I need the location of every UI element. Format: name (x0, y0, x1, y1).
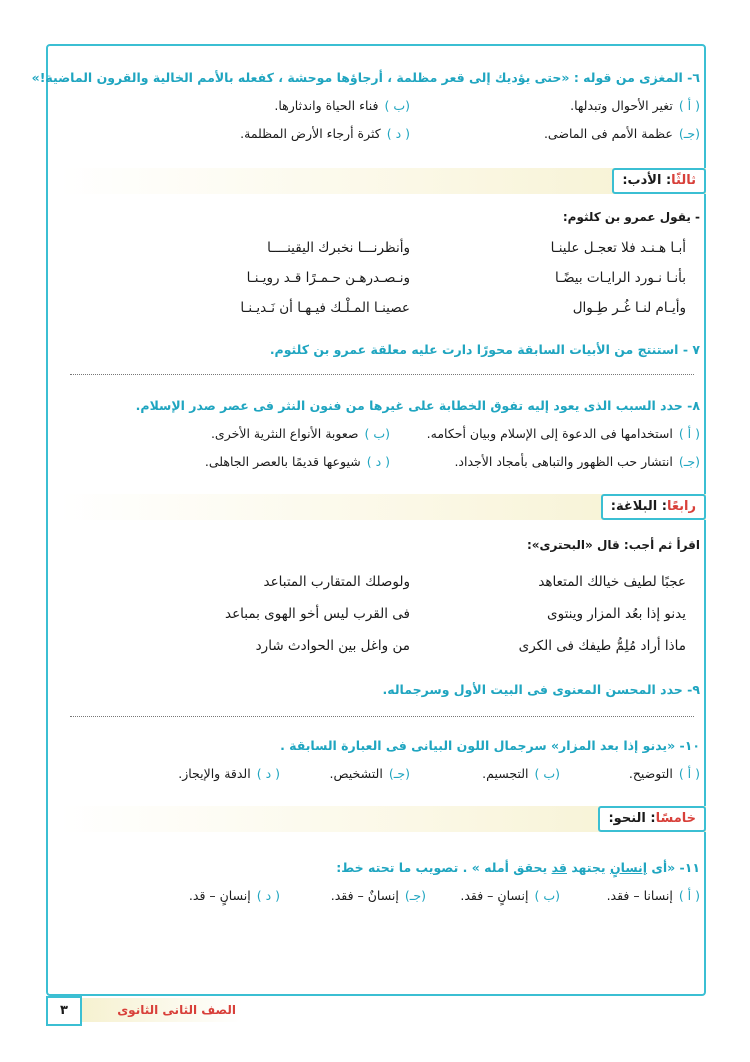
q10-option-d[interactable] (178, 766, 280, 781)
option-text: استخدامها فى الدعوة إلى الإسلام وبيان أحكامه. (426, 426, 673, 441)
option-letter: ( د ) (256, 888, 280, 903)
poem2-verse1-right: عجبًا لطيف خيالك المتعاهد (538, 574, 686, 590)
section-tag (601, 494, 706, 520)
q8-option-b[interactable] (211, 426, 390, 441)
class-name: الصف الثانى الثانوى (82, 998, 242, 1022)
option-letter: ( د ) (386, 126, 410, 141)
question-11-stem (60, 860, 700, 875)
option-letter: (ب ) (364, 426, 390, 441)
section-header-literature (60, 168, 706, 194)
q10-option-c[interactable] (330, 766, 411, 781)
section-title: : النحو: (608, 811, 656, 826)
question-9-stem: ٩- حدد المحسن المعنوى فى البيت الأول وسرجماله. (382, 682, 700, 697)
option-text: صعوبة الأنواع النثرية الأخرى. (210, 426, 359, 441)
option-text: انتشار حب الظهور والتباهى بأمجاد الأجداد. (454, 454, 673, 469)
q8-option-d[interactable] (205, 454, 390, 469)
poem1-verse1-left: وأنظرنـــا نخبرك اليقينــــا (267, 240, 410, 256)
section-tag (612, 168, 706, 194)
poem1-verse3-left: عصينـا المـلْـك فيـهـا أن نَـديـنـا (240, 300, 410, 316)
stem-part: ١١- «أى (647, 860, 700, 875)
poem1-intro: - يقول عمرو بن كلثوم: (562, 210, 700, 224)
option-letter: ( د ) (366, 454, 390, 469)
poem2-intro: اقرأ ثم أجب: قال «البحترى»: (526, 538, 700, 552)
option-text: إنسانٌ – فقد. (330, 888, 399, 903)
page-number: ٣ (46, 996, 82, 1026)
option-letter: ( أ ) (678, 426, 700, 441)
poem2-verse3-right: ماذا أراد مُلِمُّ طيفك فى الكرى (518, 638, 686, 654)
q11-option-c[interactable] (331, 888, 426, 903)
poem1-verse1-right: أبـا هـنـد فلا تعجـل علينـا (550, 240, 686, 256)
question-6-stem: ٦- المغزى من قوله : «حتى يؤديك إلى قعر مظلمة ، أرجاؤها موحشة ، كفعله بالأمم الخالية والقرون الماضية!» (31, 70, 700, 85)
option-text: التجسيم. (482, 766, 529, 781)
section-ordinal: رابعًا (666, 499, 696, 514)
option-letter: (جـ) (678, 454, 700, 469)
section-ordinal: ثالثًا (671, 173, 696, 188)
option-text: كثرة أرجاء الأرض المظلمة. (240, 126, 381, 141)
poem1-verse2-right: بأنـا نـورد الرايـات بيضًـا (555, 270, 686, 286)
option-letter: (جـ) (388, 766, 410, 781)
option-text: إنسانا – فقد. (606, 888, 673, 903)
underlined-word: قد (551, 860, 567, 875)
q6-option-a[interactable] (570, 98, 700, 113)
section-title: : البلاغة: (610, 499, 667, 514)
poem2-verse2-left: فى القرب ليس أخو الهوى بمباعد (225, 606, 410, 622)
option-letter: (ب ) (534, 888, 560, 903)
q10-option-a[interactable] (629, 766, 700, 781)
answer-line (70, 374, 694, 375)
poem1-verse2-left: ونـصـدرهـن حـمـرًا قـد رويـنـا (246, 270, 410, 286)
poem2-verse1-left: ولوصلك المتقارب المتباعد (263, 574, 410, 590)
option-letter: ( أ ) (678, 766, 700, 781)
q6-option-b[interactable] (274, 98, 410, 113)
stem-part: يجتهد (566, 860, 610, 875)
option-letter: ( د ) (256, 766, 280, 781)
section-ordinal: خامسًا (655, 811, 696, 826)
q10-option-b[interactable] (482, 766, 560, 781)
option-text: تغير الأحوال وتبدلها. (570, 98, 673, 113)
section-header-rhetoric (60, 494, 706, 520)
poem1-verse3-right: وأيـام لنـا غُـر طِـوال (572, 300, 686, 316)
answer-line (70, 716, 694, 717)
option-text: فناء الحياة واندثارها. (274, 98, 379, 113)
option-letter: (جـ) (404, 888, 426, 903)
option-letter: ( أ ) (678, 888, 700, 903)
page-footer (46, 996, 246, 1026)
option-text: التشخيص. (329, 766, 383, 781)
section-tag (598, 806, 706, 832)
q11-option-d[interactable] (189, 888, 280, 903)
poem2-verse3-left: من واغل بين الحوادث شارد (255, 638, 410, 654)
option-text: إنسانٍ – فقد. (460, 888, 529, 903)
q8-option-a[interactable] (427, 426, 700, 441)
option-letter: ( أ ) (678, 98, 700, 113)
option-letter: (ب ) (534, 766, 560, 781)
q6-option-d[interactable] (240, 126, 410, 141)
poem2-verse2-right: يدنو إذا بعُد المزار وينتوى (547, 606, 686, 622)
option-text: الدقة والإيجاز. (178, 766, 251, 781)
option-text: شيوعها قديمًا بالعصر الجاهلى. (204, 454, 361, 469)
section-header-grammar (60, 806, 706, 832)
option-text: إنسانٍ – قد. (188, 888, 251, 903)
q6-option-c[interactable] (544, 126, 700, 141)
option-letter: (ب ) (384, 98, 410, 113)
section-title: : الأدب: (622, 173, 672, 188)
option-letter: (جـ) (678, 126, 700, 141)
option-text: عظمة الأمم فى الماضى. (543, 126, 673, 141)
stem-part: يحقق أمله » . تصويب ما تحته خط: (336, 860, 552, 875)
q11-option-a[interactable] (607, 888, 700, 903)
q11-option-b[interactable] (460, 888, 560, 903)
option-text: التوضيح. (628, 766, 673, 781)
underlined-word: إنسانٍ (609, 860, 648, 875)
question-8-stem: ٨- حدد السبب الذى يعود إليه تفوق الخطابة على غيرها من فنون النثر فى عصر صدر الإسلام. (135, 398, 700, 413)
question-7-stem: ٧ - استنتج من الأبيات السابقة محورًا دارت عليه معلقة عمرو بن كلثوم. (269, 342, 700, 357)
question-10-stem: ١٠- «يدنو إذا بعد المزار» سرجمال اللون البيانى فى العبارة السابقة . (280, 738, 700, 753)
q8-option-c[interactable] (454, 454, 700, 469)
